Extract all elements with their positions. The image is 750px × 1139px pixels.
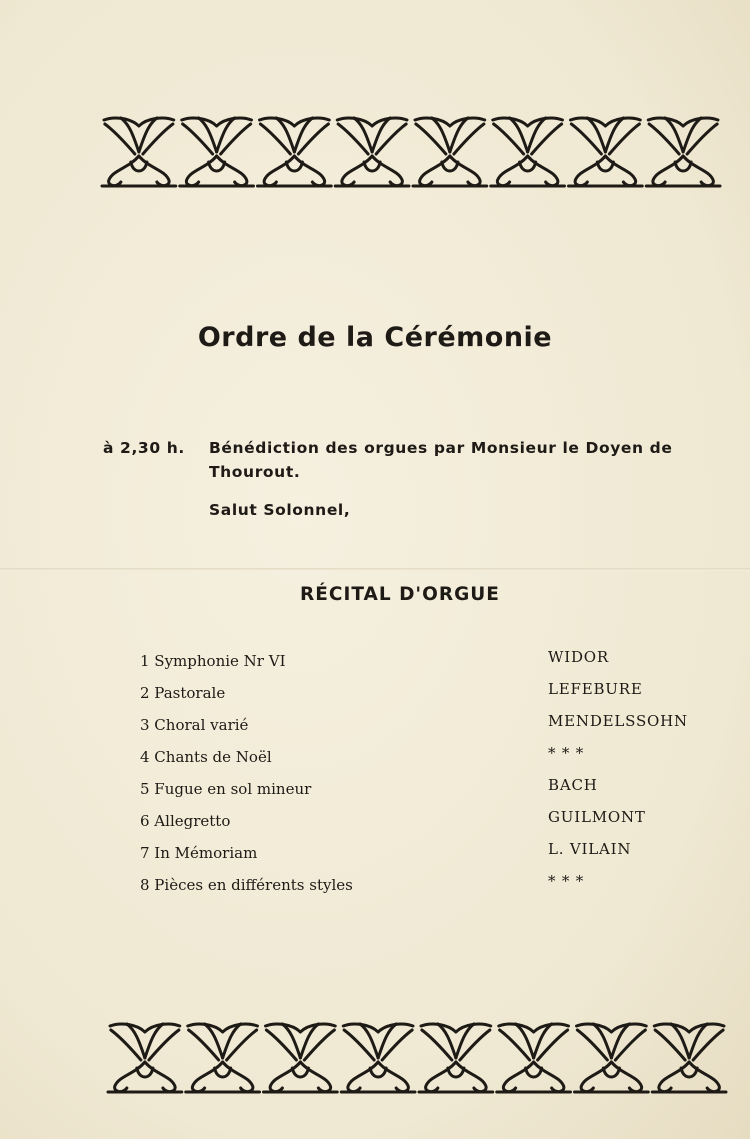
program-piece: 1 Symphonie Nr VI (140, 652, 286, 670)
program-item (140, 712, 720, 748)
program-piece: 8 Pièces en différents styles (140, 876, 353, 894)
program-composer: GUILMONT (548, 808, 646, 826)
ceremony-description (209, 436, 672, 484)
bottom-ornament-border (106, 1018, 728, 1096)
program-list (140, 648, 720, 908)
program-piece: 5 Fugue en sol mineur (140, 780, 312, 798)
program-composer: L. VILAIN (548, 840, 632, 858)
program-item (140, 808, 720, 844)
program-composer: * * * (548, 872, 585, 890)
program-composer: BACH (548, 776, 598, 794)
program-composer: WIDOR (548, 648, 609, 666)
ceremony-line (103, 436, 733, 484)
program-item (140, 872, 720, 908)
page-title: Ordre de la Cérémonie (197, 322, 553, 353)
ceremony-block (103, 436, 733, 522)
program-piece: 7 In Mémoriam (140, 844, 258, 862)
program-item (140, 744, 720, 780)
top-ornament-border (100, 112, 722, 190)
program-item (140, 840, 720, 876)
ceremony-description-line1: Bénédiction des orgues par Monsieur le Doyen de (209, 439, 673, 457)
program-piece: 3 Choral varié (140, 716, 249, 734)
recital-heading: RÉCITAL D'ORGUE (300, 584, 500, 605)
ceremony-description-line2: Thourout. (209, 463, 301, 481)
ceremony-salut: Salut Solonnel, (209, 501, 351, 519)
paper-fold (0, 568, 750, 571)
program-composer: MENDELSSOHN (548, 712, 688, 730)
ceremony-time: à 2,30 h. (103, 439, 185, 457)
program-composer: * * * (548, 744, 585, 762)
program-piece: 6 Allegretto (140, 812, 231, 830)
program-piece: 2 Pastorale (140, 684, 226, 702)
program-composer: LEFEBURE (548, 680, 643, 698)
program-piece: 4 Chants de Noël (140, 748, 272, 766)
